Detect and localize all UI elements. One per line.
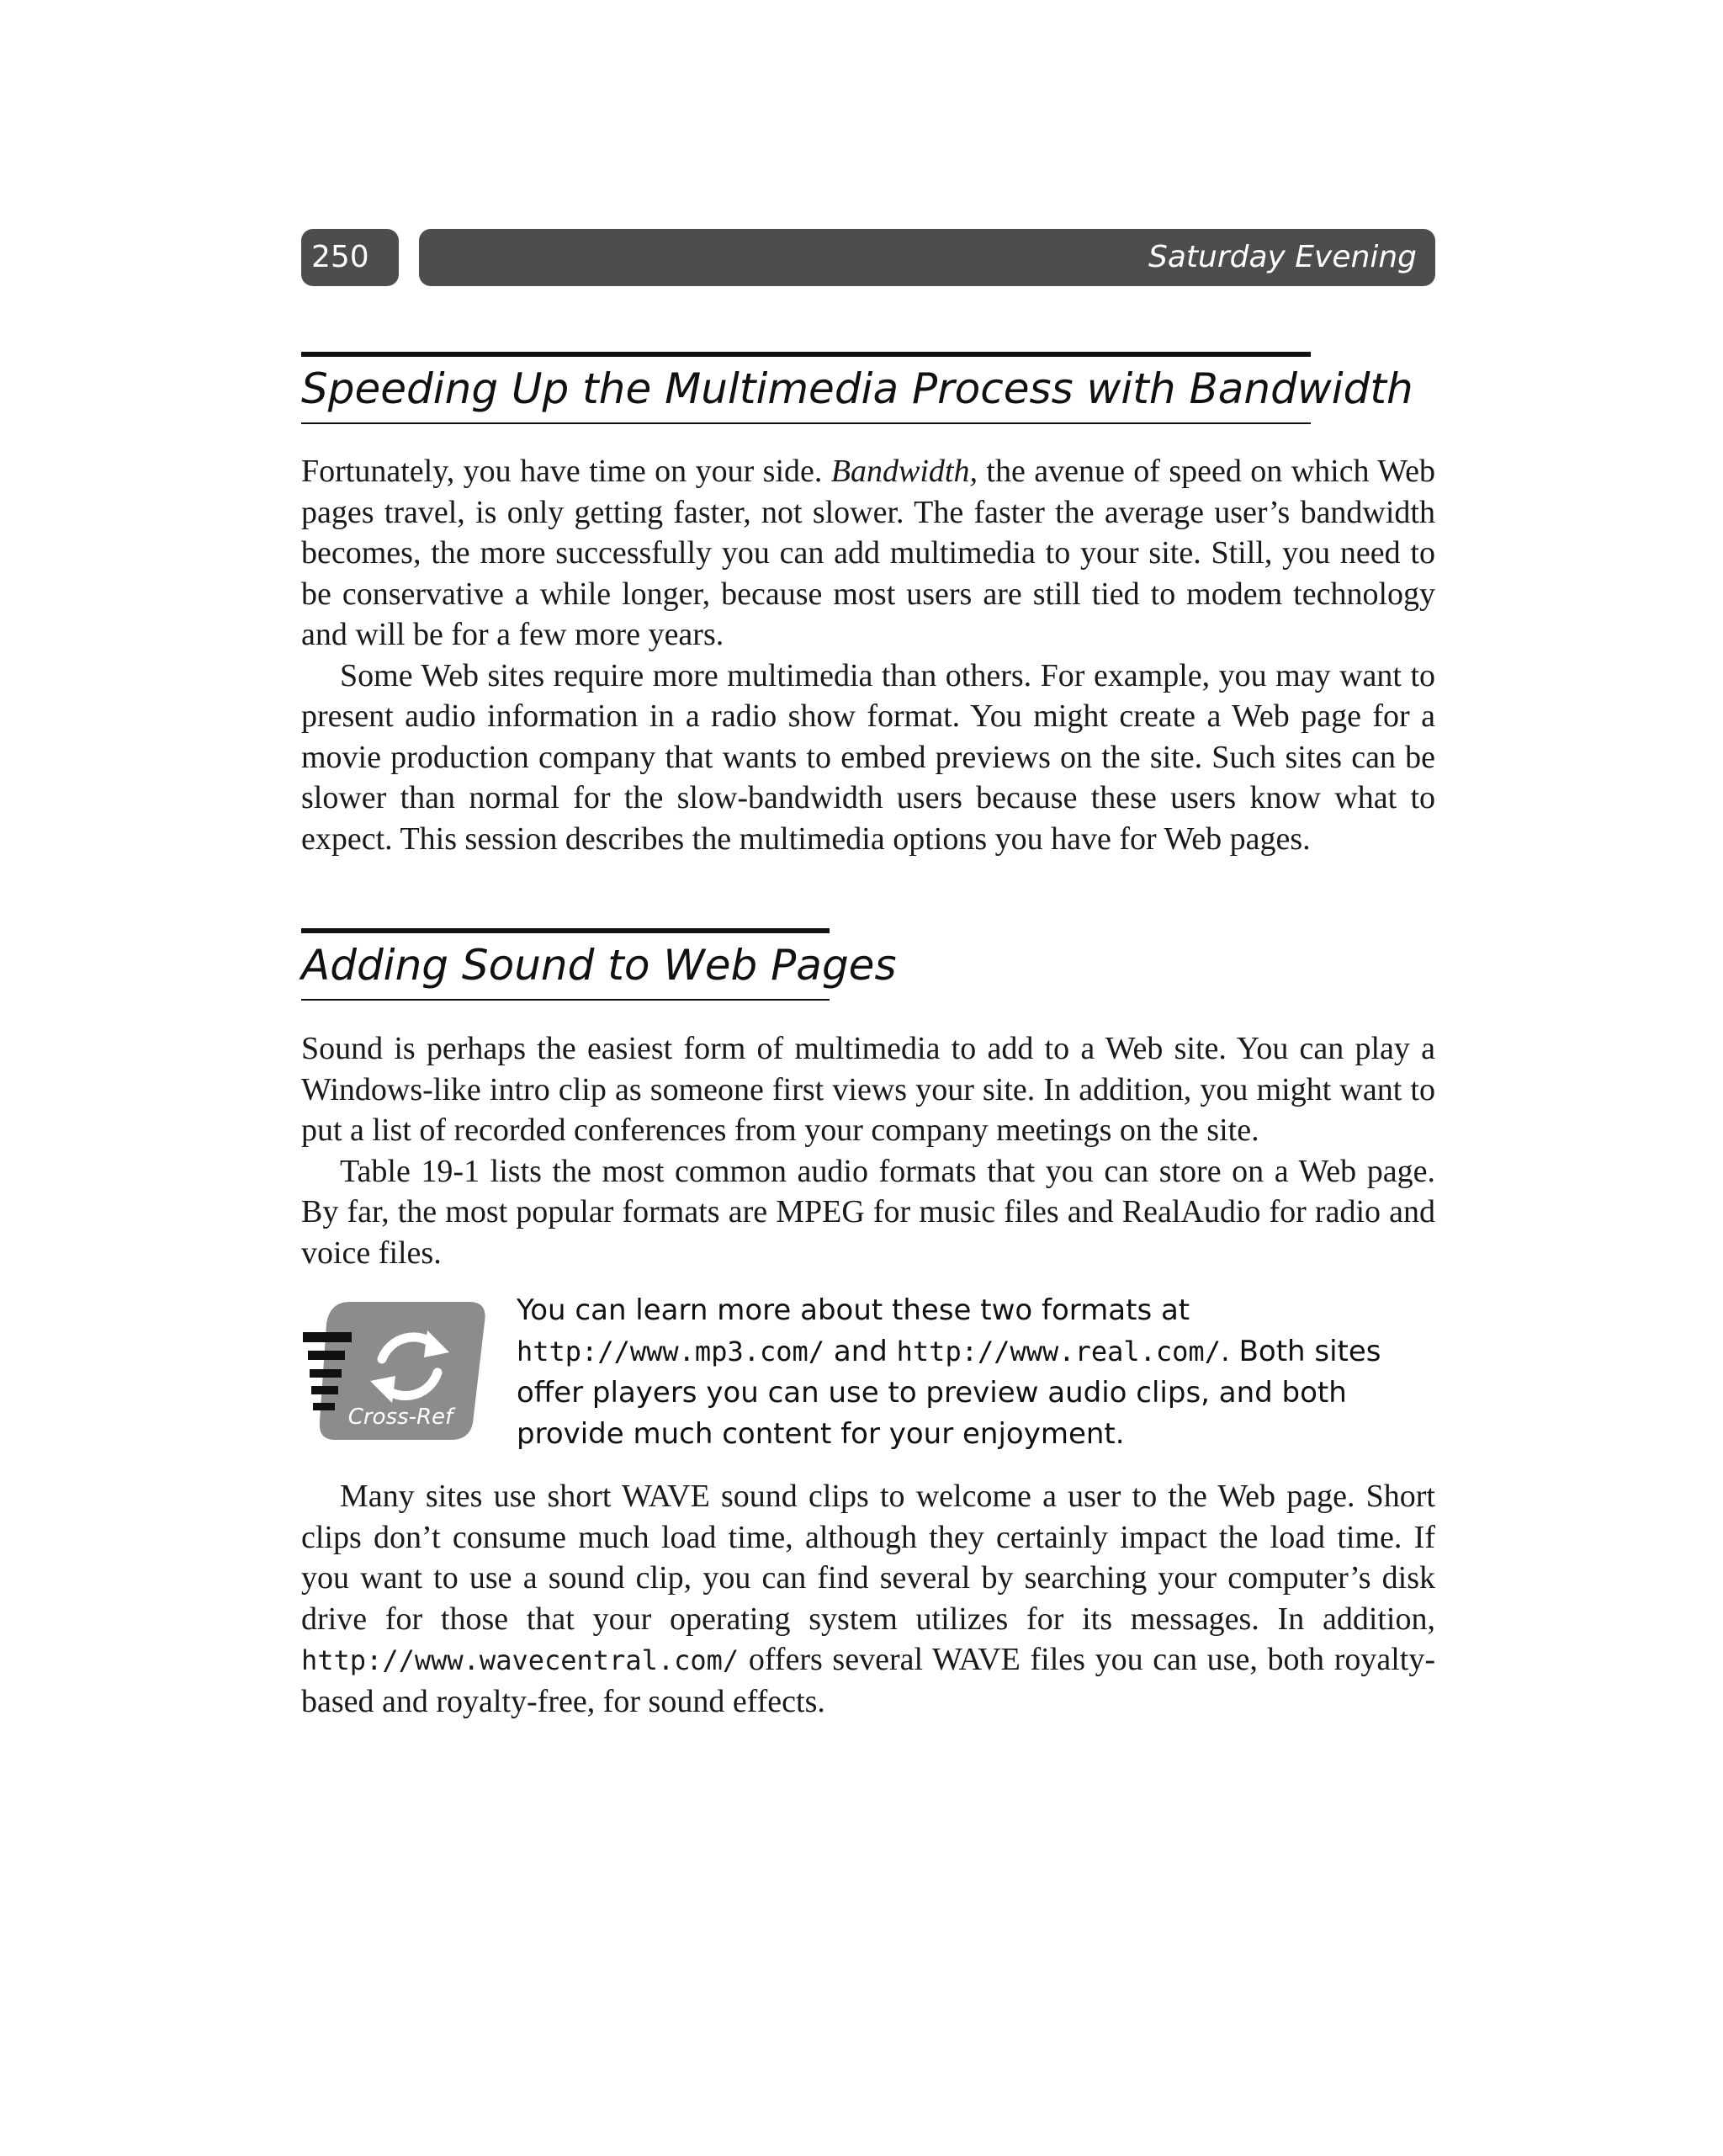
paragraph-text: Fortunately, you have time on your side. [301,454,831,489]
page-number: 250 [301,229,399,286]
url-link[interactable]: http://www.mp3.com/ [517,1336,825,1367]
emphasis-term: Bandwidth, [830,454,978,489]
paragraph [301,451,1435,656]
note-text: and [824,1335,897,1368]
paragraph-text: Many sites use short WAVE sound clips to welcome a user to the Web page. Short clips don’t consume much load time, although they certainly impact the load time. If you want to use a sound clip, you can find several by searching your computer’s disk drive for those that your operating system utilizes for its messages. In addition, [301,1479,1435,1637]
paragraph-text: offers several WAVE files you can use, both royalty-based and royalty-free, for sound effects. [301,1642,1435,1719]
paragraph: Sound is perhaps the easiest form of multimedia to add to a Web site. You can play a Windows-like intro clip as someone first views your site. In addition, you might want to put a list of recorded conferences from your company meetings on the site. [301,1031,1435,1148]
url-link[interactable]: http://www.wavecentral.com/ [301,1644,740,1676]
note-text: . Both sites offer players you can use to preview audio clips, and both provide much content for your enjoyment. [517,1335,1381,1451]
paragraph: Table 19-1 lists the most common audio formats that you can store on a Web page. By far, the most popular formats are MPEG for music files and RealAudio for radio and voice files. [301,1153,1435,1271]
running-header-title: Saturday Evening [419,229,1435,286]
cross-ref-label: Cross-Ref [347,1405,453,1430]
cross-ref-icon [301,1298,488,1442]
paragraph-text: the avenue of speed on which Web pages travel, is only getting faster, not slower. The faster the average user’s bandwidth becomes, the more successfully you can add multimedia to your site. Still, you need to be conservative a while longer, because most users are still tied to modem technology and will be for a few more years. [301,454,1435,652]
section-heading-bandwidth: Speeding Up the Multimedia Process with Bandwidth [301,352,1311,424]
section-body-bandwidth [301,451,1435,859]
note-text: You can learn more about these two formats at [517,1293,1190,1327]
section-body-sound [301,1028,1435,1273]
paragraph [301,1476,1435,1722]
paragraph: Some Web sites require more multimedia than others. For example, you may want to present audio information in a radio show format. You might create a Web page for a movie production company that wants to embed previews on the site. Such sites can be slower than normal for the slow-bandwidth users because these users know what to expect. This session describes the multimedia options you have for Web pages. [301,657,1435,857]
cross-ref-note [517,1290,1435,1455]
section-heading-sound: Adding Sound to Web Pages [301,928,830,1001]
url-link[interactable]: http://www.real.com/ [896,1336,1221,1367]
section-body-sound-continued [301,1476,1435,1722]
